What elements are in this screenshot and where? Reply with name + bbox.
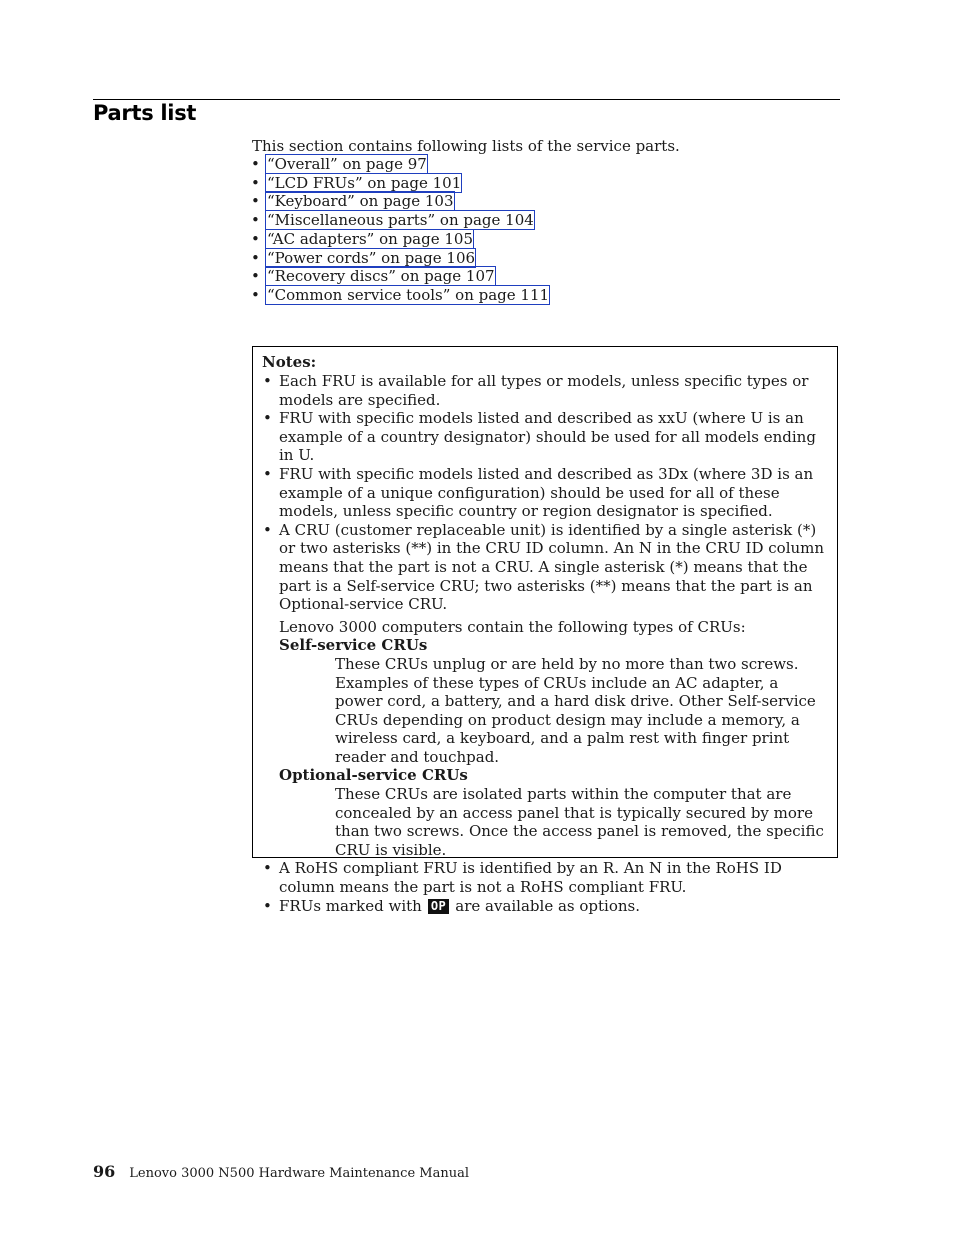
- bullet: •: [263, 859, 272, 878]
- section-intro: This section contains following lists of the service parts.: [252, 137, 680, 155]
- note-item: [262, 859, 827, 896]
- note-text: Each FRU is available for all types or models, unless specific types or models are specified.: [279, 372, 809, 409]
- optional-service-term: Optional-service CRUs: [279, 766, 468, 785]
- notes-title: Notes:: [262, 353, 317, 371]
- bullet: •: [251, 248, 260, 267]
- bullet: •: [251, 229, 260, 248]
- options-text-before: FRUs marked with: [279, 896, 422, 915]
- bullet: •: [263, 372, 272, 390]
- optional-service-desc: These CRUs are isolated parts within the computer that are concealed by an access panel that is typically secured by more than two screws. Once the access panel is removed, the specific CRU is visible.: [335, 785, 824, 859]
- page-number: 96: [93, 1162, 116, 1181]
- options-text-after: are available as options.: [455, 896, 640, 915]
- bullet: •: [251, 192, 260, 211]
- list-item: [250, 286, 550, 305]
- link-miscellaneous-parts[interactable]: “Miscellaneous parts” on page 104: [267, 211, 534, 230]
- link-lcd-frus[interactable]: “LCD FRUs” on page 101: [267, 173, 462, 192]
- manual-title: Lenovo 3000 N500 Hardware Maintenance Manual: [129, 1166, 469, 1181]
- list-item: [250, 155, 550, 174]
- notes-list: [262, 372, 827, 915]
- link-overall[interactable]: “Overall” on page 97: [267, 155, 427, 173]
- note-item-options: [262, 897, 827, 916]
- heading-rule: [93, 99, 840, 100]
- list-item: [250, 192, 550, 211]
- note-item-cru: [262, 521, 827, 860]
- bullet: •: [263, 520, 272, 539]
- note-text: A CRU (customer replaceable unit) is identified by a single asterisk (*) or two asterisks (**) in the CRU ID column. An N in the CRU ID column means that the part is not a CRU. A single asterisk (*) means that the part is a Self-service CRU; two asterisks (**) means that the part is an Optional-service CRU.: [279, 520, 825, 614]
- op-badge-icon: OP: [428, 899, 449, 914]
- link-ac-adapters[interactable]: “AC adapters” on page 105: [267, 229, 473, 248]
- bullet: •: [251, 155, 260, 173]
- cru-types-intro: Lenovo 3000 computers contain the following types of CRUs:: [279, 617, 746, 636]
- bullet: •: [251, 267, 260, 286]
- list-item: [250, 230, 550, 249]
- note-item: [262, 465, 827, 521]
- note-text: FRU with specific models listed and described as 3Dx (where 3D is an example of a unique configuration) should be used for all of these models, unless specific country or region designator is specified.: [279, 464, 814, 521]
- parts-list-links: [250, 155, 550, 305]
- bullet: •: [263, 464, 272, 483]
- link-recovery-discs[interactable]: “Recovery discs” on page 107: [267, 267, 495, 286]
- list-item: [250, 267, 550, 286]
- self-service-desc: These CRUs unplug or are held by no more than two screws. Examples of these types of CRUs include an AC adapter, a power cord, a battery, and a hard disk drive. Other Self-service CRUs depending on product design may include a memory, a wireless card, a keyboard, and a palm rest with finger print reader and touchpad.: [335, 654, 816, 766]
- note-text: FRU with specific models listed and described as xxU (where U is an example of a country designator) should be used for all models ending in U.: [279, 409, 816, 465]
- link-common-service-tools[interactable]: “Common service tools” on page 111: [267, 285, 550, 304]
- bullet: •: [263, 896, 272, 915]
- page-title: Parts list: [93, 101, 197, 125]
- link-keyboard[interactable]: “Keyboard” on page 103: [267, 192, 454, 211]
- list-item: [250, 174, 550, 193]
- self-service-term: Self-service CRUs: [279, 636, 428, 655]
- notes-box: [252, 346, 838, 915]
- note-item: [262, 372, 827, 409]
- list-item: [250, 211, 550, 230]
- bullet: •: [263, 409, 272, 428]
- bullet: •: [251, 173, 260, 192]
- list-item: [250, 249, 550, 268]
- bullet: •: [251, 211, 260, 230]
- note-text: A RoHS compliant FRU is identified by an R. An N in the RoHS ID column means the part is not a RoHS compliant FRU.: [279, 859, 782, 897]
- link-power-cords[interactable]: “Power cords” on page 106: [267, 248, 476, 267]
- bullet: •: [251, 285, 260, 304]
- page-footer: [93, 1162, 469, 1181]
- note-item: [262, 409, 827, 465]
